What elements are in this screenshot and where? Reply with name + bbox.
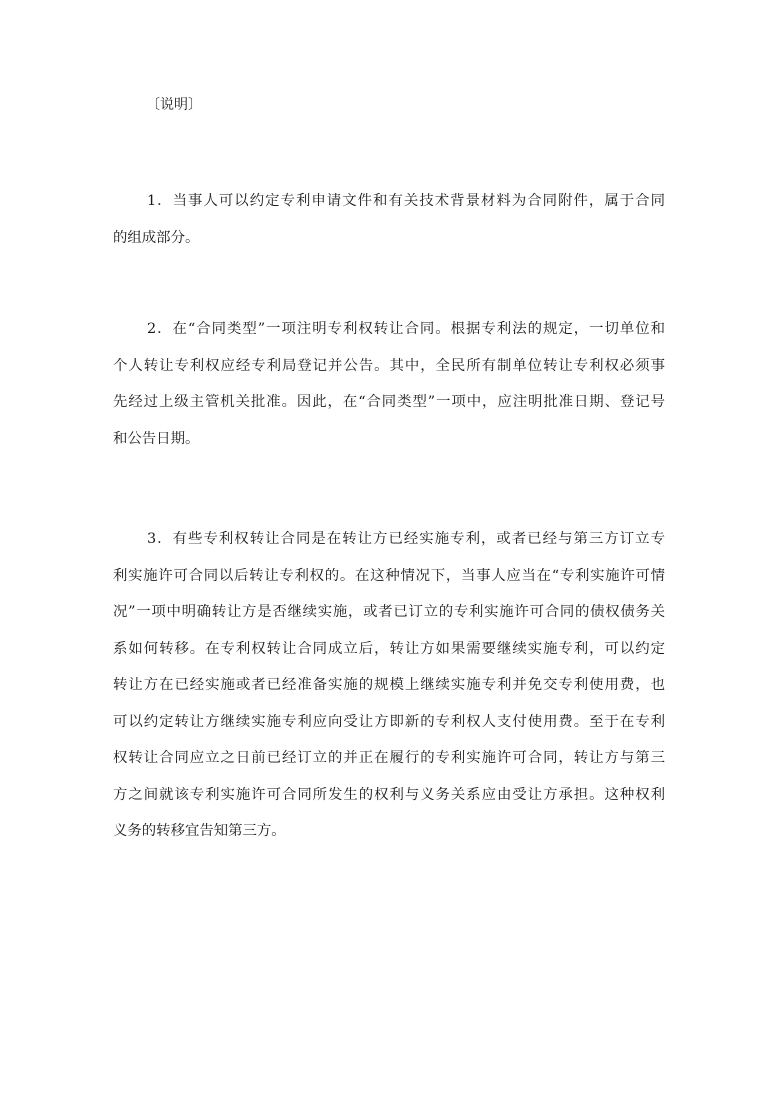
paragraph-line: 利实施许可合同以后转让专利权的。在这种情况下，当事人应当在“专利实施许可情	[113, 567, 665, 584]
paragraph-line: 的组成部分。	[113, 229, 200, 246]
paragraph-line: 方之间就该专利实施许可合同所发生的权利与义务关系应由受让方承担。这种权利	[113, 786, 665, 803]
note-paragraph-3	[113, 521, 665, 850]
paragraph-line: 转让方在已经实施或者已经准备实施的规模上继续实施专利并免交专利使用费，也	[113, 677, 665, 693]
paragraph-line: 和公告日期。	[113, 430, 200, 447]
note-paragraph-1	[113, 183, 665, 256]
paragraph-line: 1．当事人可以约定专利申请文件和有关技术背景材料为合同附件，属于合同	[147, 193, 665, 209]
paragraph-line: 3．有些专利权转让合同是在转让方已经实施专利，或者已经与第三方订立专	[147, 531, 665, 547]
paragraph-line: 况”一项中明确转让方是否继续实施，或者已订立的专利实施许可合同的债权债务关	[113, 604, 665, 620]
section-heading: 〔说明〕	[146, 97, 202, 113]
paragraph-line: 2．在“合同类型”一项注明专利权转让合同。根据专利法的规定，一切单位和	[147, 321, 665, 337]
paragraph-line: 个人转让专利权应经专利局登记并公告。其中，全民所有制单位转让专利权必须事	[113, 357, 665, 374]
note-paragraph-2	[113, 311, 665, 457]
paragraph-line: 系如何转移。在专利权转让合同成立后，转让方如果需要继续实施专利，可以约定	[113, 640, 665, 657]
paragraph-line: 可以约定转让方继续实施专利应向受让方即新的专利权人支付使用费。至于在专利	[113, 713, 665, 730]
paragraph-line: 权转让合同应立之日前已经订立的并正在履行的专利实施许可合同，转让方与第三	[113, 750, 665, 766]
paragraph-line: 义务的转移宜告知第三方。	[113, 823, 286, 839]
paragraph-line: 先经过上级主管机关批准。因此，在“合同类型”一项中，应注明批准日期、登记号	[113, 394, 665, 410]
